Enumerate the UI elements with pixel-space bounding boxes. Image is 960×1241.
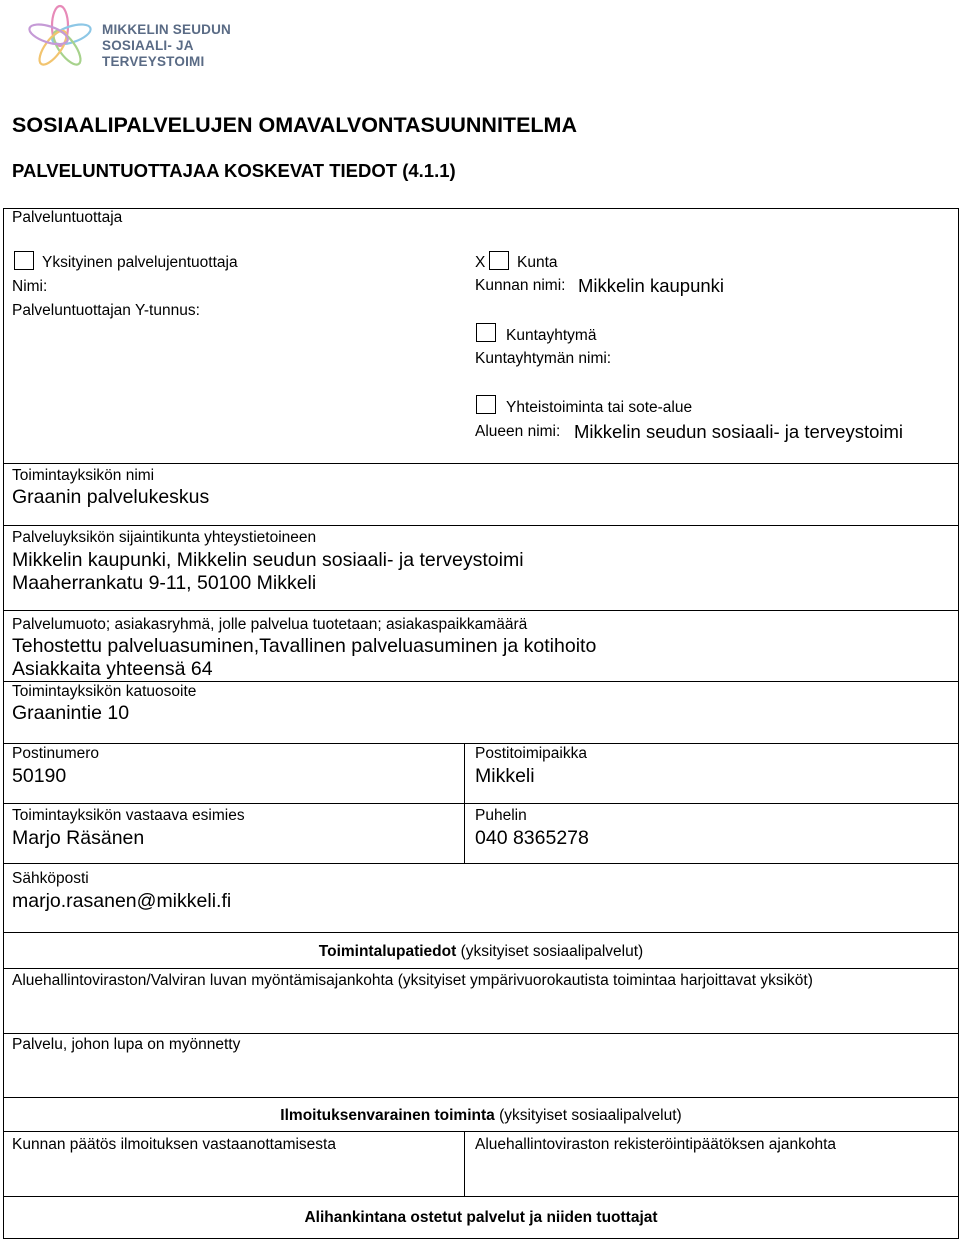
kuntayhtyma-name-label: Kuntayhtymän nimi: — [475, 350, 612, 367]
divider — [3, 743, 959, 744]
street-value: Graanintie 10 — [12, 702, 130, 724]
divider — [3, 803, 959, 804]
manager-label: Toimintayksikön vastaava esimies — [12, 807, 245, 824]
email-label: Sähköposti — [12, 870, 89, 887]
right-border — [958, 208, 959, 1239]
alue-name-value: Mikkelin seudun sosiaali- ja terveystoimi — [574, 421, 904, 442]
kunta-label: Kunta — [517, 254, 558, 271]
service-value-1: Tehostettu palveluasuminen,Tavallinen palveluasuminen ja kotihoito — [12, 635, 597, 657]
avi-license-label: Aluehallintoviraston/Valviran luvan myöntämisajankohta (yksityiset ympärivuorokautista toimintaa harjoittavat yksiköt) — [12, 972, 813, 989]
kunta-name-label: Kunnan nimi: — [475, 277, 566, 294]
license-heading — [3, 943, 959, 961]
divider — [3, 863, 959, 864]
location-value-1: Mikkelin kaupunki, Mikkelin seudun sosiaali- ja terveystoimi — [12, 549, 524, 571]
municipal-decision-label: Kunnan päätös ilmoituksen vastaanottamisesta — [12, 1136, 336, 1153]
service-value-2: Asiakkaita yhteensä 64 — [12, 658, 213, 680]
divider — [3, 610, 959, 611]
kunta-checkbox[interactable] — [489, 251, 509, 270]
provider-section-label: Palveluntuottaja — [12, 209, 123, 226]
flower-logo-icon — [24, 4, 94, 72]
page-title: SOSIAALIPALVELUJEN OMAVALVONTASUUNNITELMA — [12, 113, 577, 137]
subcontract-heading: Alihankintana ostetut palvelut ja niiden tuottajat — [304, 1209, 658, 1226]
avi-registration-label: Aluehallintoviraston rekisteröintipäätöksen ajankohta — [475, 1136, 837, 1153]
postal-value: 50190 — [12, 765, 67, 787]
kunta-name-value: Mikkelin kaupunki — [578, 275, 725, 296]
notification-heading-rest: (yksityiset sosiaalipalvelut) — [494, 1107, 682, 1124]
location-label: Palveluyksikön sijaintikunta yhteystietoineen — [12, 529, 317, 546]
divider — [3, 1097, 959, 1098]
yhteistoiminta-label: Yhteistoiminta tai sote-alue — [506, 399, 693, 416]
street-label: Toimintayksikön katuosoite — [12, 683, 197, 700]
left-border — [3, 208, 4, 1239]
city-value: Mikkeli — [475, 765, 535, 787]
divider — [3, 1196, 959, 1197]
divider — [3, 1033, 959, 1034]
divider — [464, 1131, 465, 1196]
unit-name-value: Graanin palvelukeskus — [12, 486, 210, 508]
divider — [3, 463, 959, 464]
phone-value: 040 8365278 — [475, 827, 589, 849]
licensed-service-label: Palvelu, johon lupa on myönnetty — [12, 1036, 241, 1053]
logo-line1: MIKKELIN SEUDUN — [102, 22, 232, 37]
kuntayhtyma-label: Kuntayhtymä — [506, 327, 597, 344]
postal-label: Postinumero — [12, 745, 100, 762]
alue-name-label: Alueen nimi: — [475, 423, 561, 440]
bottom-border — [3, 1238, 959, 1239]
private-provider-label: Yksityinen palvelujentuottaja — [42, 254, 238, 271]
logo-line2: SOSIAALI- JA TERVEYSTOIMI — [102, 38, 205, 69]
location-value-2: Maaherrankatu 9-11, 50100 Mikkeli — [12, 572, 317, 594]
ytunnus-label: Palveluntuottajan Y-tunnus: — [12, 302, 200, 319]
top-border — [3, 208, 959, 209]
private-provider-checkbox[interactable] — [14, 251, 34, 270]
divider — [3, 525, 959, 526]
phone-label: Puhelin — [475, 807, 527, 824]
manager-value: Marjo Räsänen — [12, 827, 145, 849]
divider — [3, 968, 959, 969]
page-subtitle: PALVELUNTUOTTAJAA KOSKEVAT TIEDOT (4.1.1) — [12, 160, 456, 181]
license-heading-rest: (yksityiset sosiaalipalvelut) — [456, 943, 644, 960]
logo — [24, 4, 284, 72]
divider — [3, 1131, 959, 1132]
license-heading-bold: Toimintalupatiedot — [318, 943, 457, 960]
kuntayhtyma-checkbox[interactable] — [476, 323, 496, 342]
divider — [3, 681, 959, 682]
notification-heading-bold: Ilmoituksenvarainen toiminta — [280, 1107, 495, 1124]
kunta-checkbox-mark: X — [475, 254, 486, 271]
city-label: Postitoimipaikka — [475, 745, 587, 762]
notification-heading — [3, 1107, 959, 1125]
email-value: marjo.rasanen@mikkeli.fi — [12, 890, 232, 912]
provider-name-label: Nimi: — [12, 278, 48, 295]
divider — [3, 932, 959, 933]
yhteistoiminta-checkbox[interactable] — [476, 395, 496, 414]
unit-name-label: Toimintayksikön nimi — [12, 467, 155, 484]
service-label: Palvelumuoto; asiakasryhmä, jolle palvelua tuotetaan; asiakaspaikkamäärä — [12, 616, 528, 633]
